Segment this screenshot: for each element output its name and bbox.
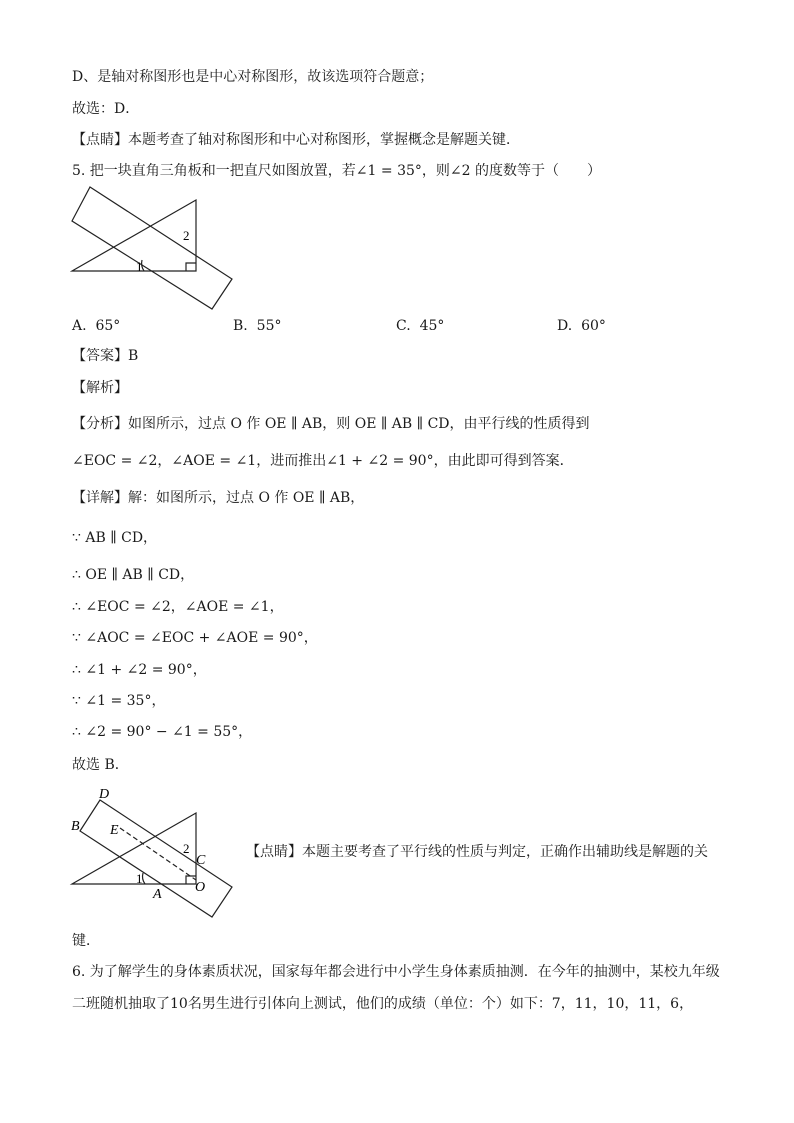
detail-line-1: 【详解】解：如图所示，过点 O 作 OE ∥ AB， [72,490,365,506]
fig2-label-d: D [99,787,110,802]
fig2-angle-1-label: 1 [136,871,143,886]
fenxi-line-2: ∠EOC = ∠2，∠AOE = ∠1，进而推出∠1 + ∠2 = 90°，由此即可得到答案． [72,453,574,469]
fig2-label-c: C [196,853,206,868]
fig2-label-e: E [110,823,119,838]
point-note-q4: 【点睛】本题考查了轴对称图形和中心对称图形，掌握概念是解题关键． [72,132,520,148]
option-c[interactable]: C. 45° [396,318,445,334]
option-d[interactable]: D. 60° [557,318,606,334]
point-note-q5: 【点睛】本题主要考查了平行线的性质与判定，正确作出辅助线是解题的关 [246,844,708,860]
choose-b-line: 故选 B． [72,757,129,773]
step-7: ∴ ∠2 = 90° − ∠1 = 55°， [72,724,253,740]
analysis-title: 【解析】 [72,380,128,396]
question-6-line-1: 6. 为了解学生的身体素质状况，国家每年都会进行中小学生身体素质抽测．在今年的抽测中，某校九年级 [72,964,720,980]
answer-line: 【答案】B [72,348,139,364]
step-6: ∵ ∠1 = 35°， [72,693,166,709]
step-5: ∴ ∠1 + ∠2 = 90°， [72,662,207,678]
d-option-line: D、是轴对称图形也是中心对称图形，故该选项符合题意； [72,69,434,85]
figure-1-triangle-ruler [70,186,240,312]
fig2-label-a: A [153,887,162,902]
point-note-q5-cont: 键． [72,933,100,949]
fig2-angle-2-label: 2 [183,841,190,856]
step-4: ∵ ∠AOC = ∠EOC + ∠AOE = 90°， [72,630,318,646]
fig1-angle-2-label: 2 [183,228,190,243]
option-a[interactable]: A. 65° [72,318,121,334]
question-5: 5. 把一块直角三角板和一把直尺如图放置，若∠1 = 35°，则∠2 的度数等于（ ） [72,163,601,179]
fig2-label-b: B [71,819,80,834]
step-1: ∵ AB ∥ CD， [72,530,158,546]
fenxi-line-1: 【分析】如图所示，过点 O 作 OE ∥ AB，则 OE ∥ AB ∥ CD，由平行线的性质得到 [72,416,590,432]
choose-d-line: 故选：D． [72,101,140,117]
question-6-line-2: 二班随机抽取了10名男生进行引体向上测试，他们的成绩（单位：个）如下：7，11，10，11，6， [72,996,694,1012]
fig1-angle-1-label: 1 [136,259,143,274]
step-3: ∴ ∠EOC = ∠2，∠AOE = ∠1， [72,599,284,615]
option-b[interactable]: B. 55° [233,318,282,334]
fig2-label-o: O [195,880,206,895]
figure-2-labeled [66,782,242,924]
step-2: ∴ OE ∥ AB ∥ CD， [72,567,195,583]
